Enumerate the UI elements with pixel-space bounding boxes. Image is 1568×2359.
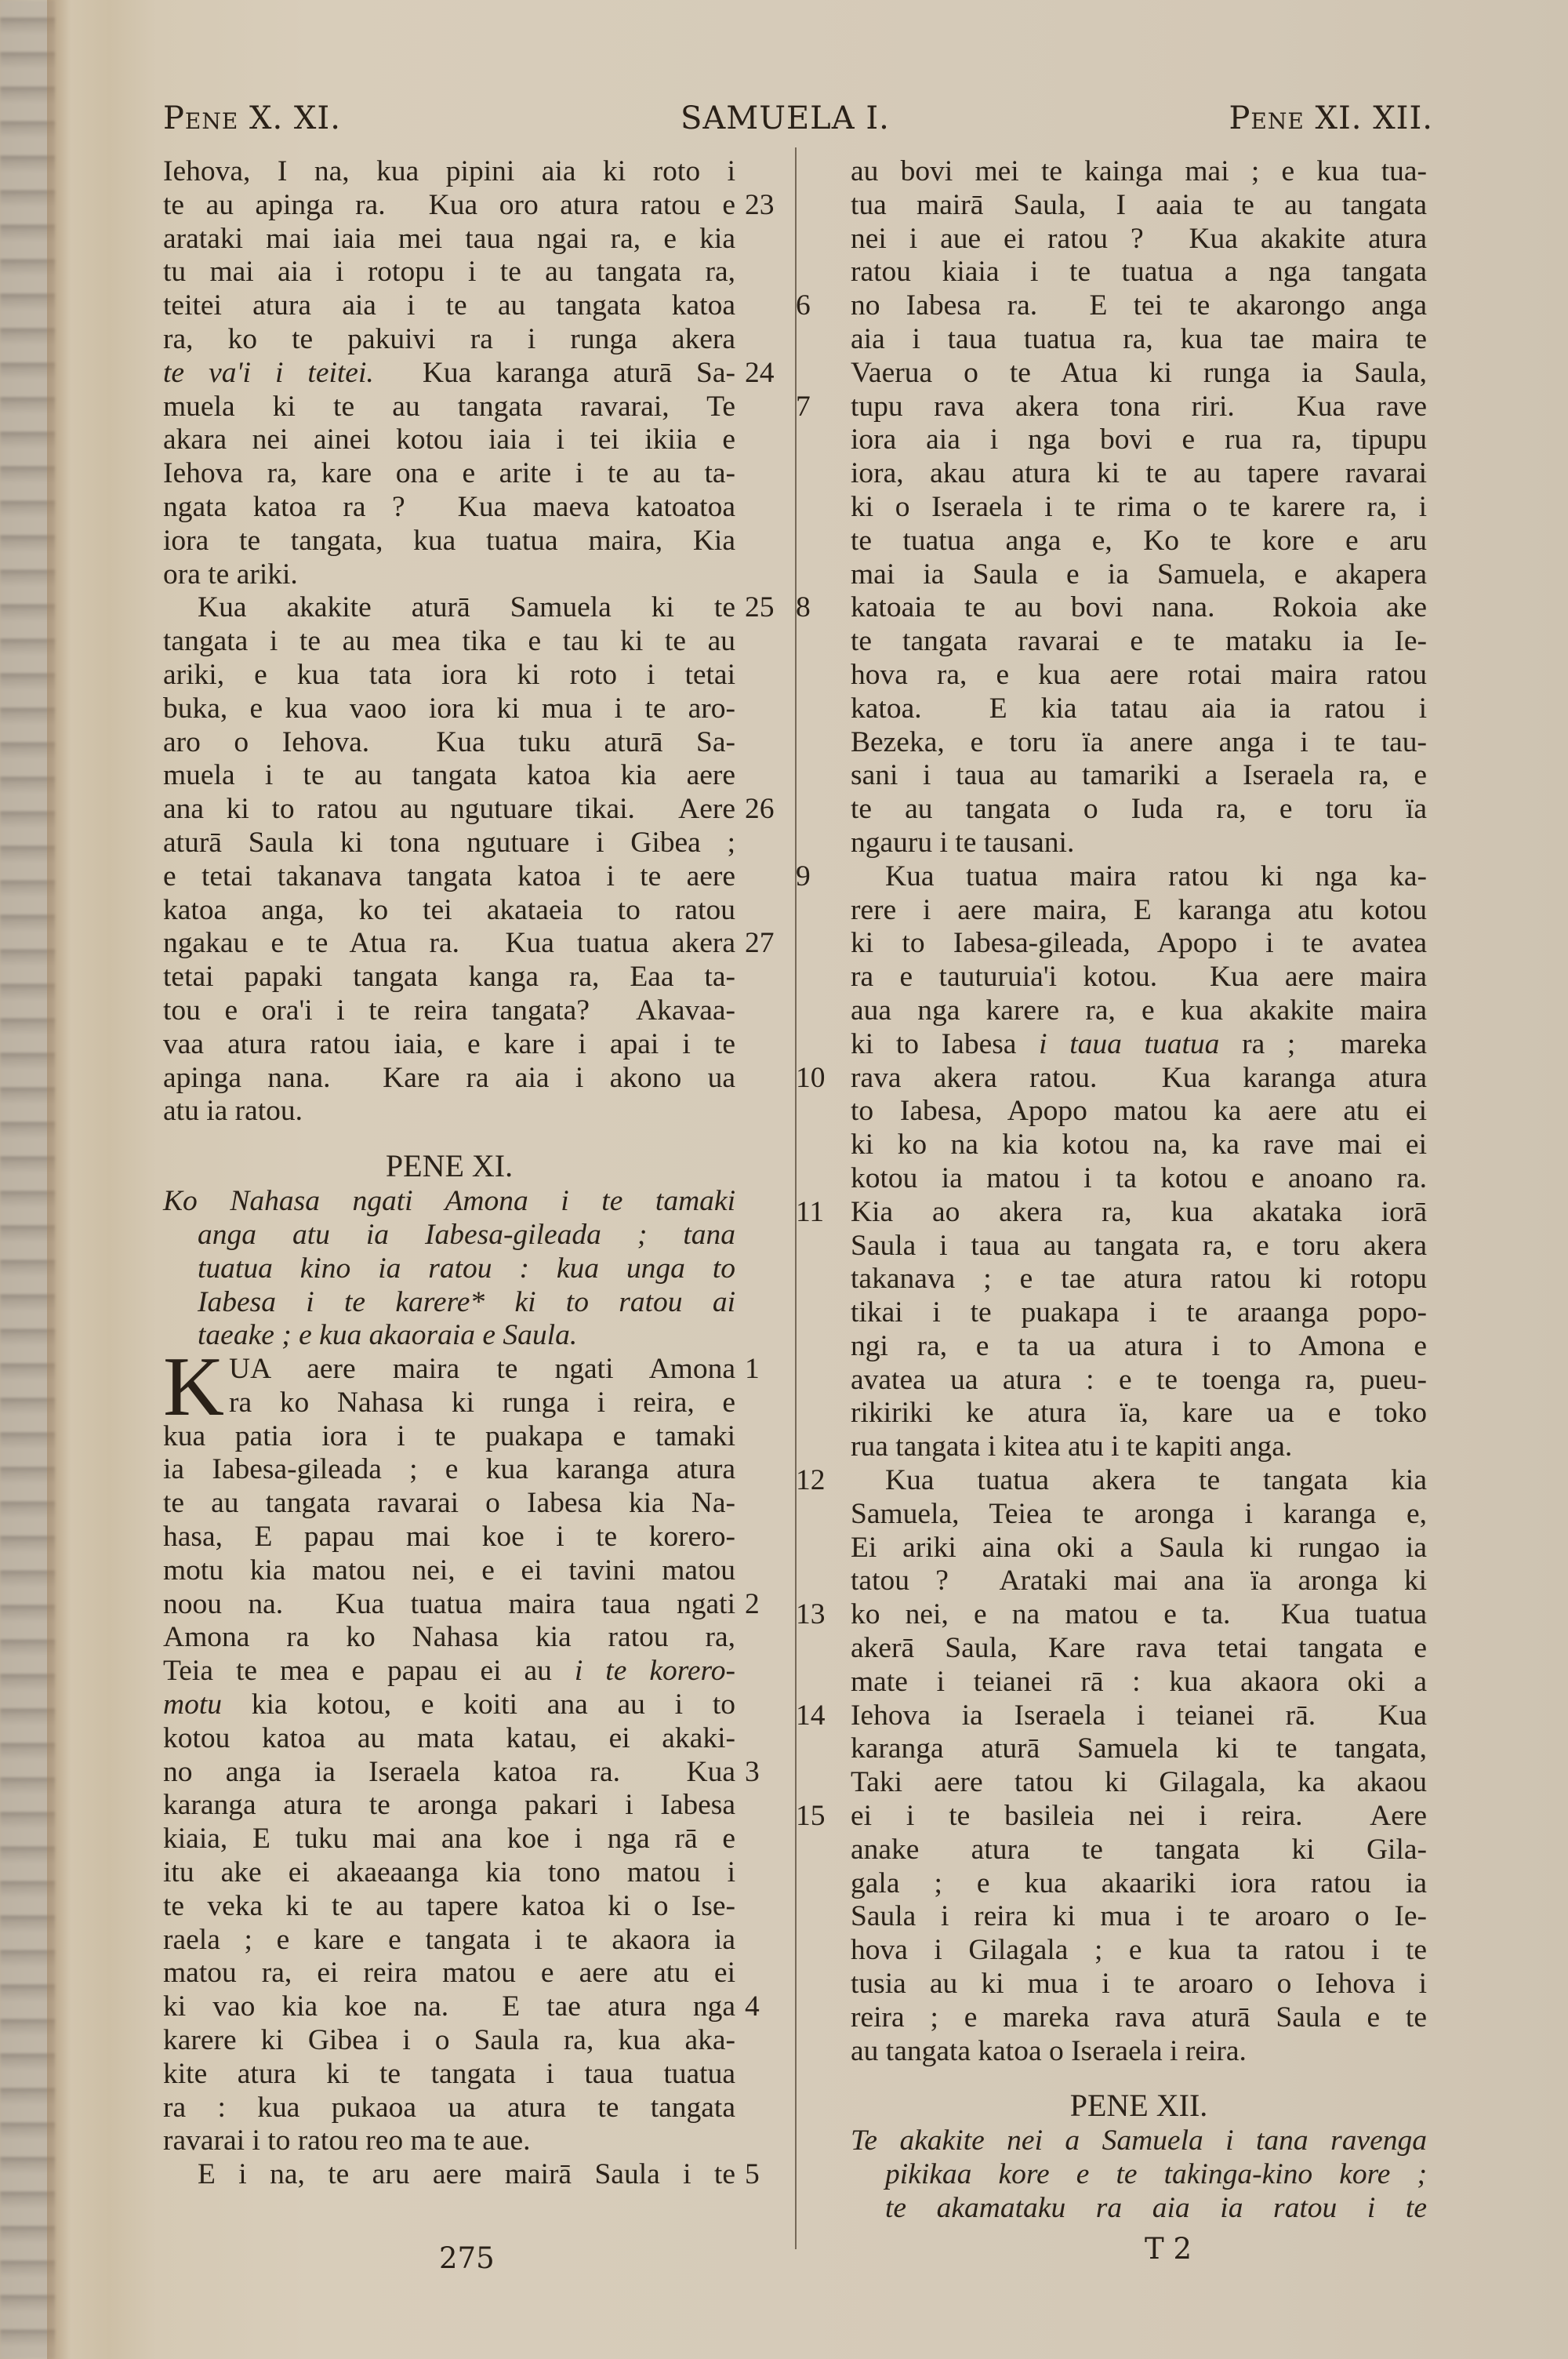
verse-number: 23	[745, 188, 775, 221]
left-column	[163, 155, 775, 2192]
line-text: te au apinga ra. Kua oro atura ratou e	[163, 188, 735, 221]
line-text: te au tangata ravarai o Iabesa kia Na-	[163, 1487, 735, 1520]
text-line	[796, 1800, 1427, 1834]
line-text: ngauru i te tausani.	[851, 826, 1075, 859]
text-line	[851, 1364, 1427, 1398]
line-text: aro o Iehova. Kua tuku aturā Sa-	[163, 725, 735, 758]
line-text: mai ia Saula e ia Samuela, e akapera	[851, 558, 1427, 591]
text-line	[163, 223, 735, 256]
chapter-10-verses	[163, 155, 775, 1129]
line-text: hasa, E papau mai koe i te korero-	[163, 1521, 735, 1554]
chapter-heading-12: PENE XII.	[1069, 2088, 1208, 2124]
text-line	[163, 2024, 735, 2058]
line-text: UA aere maira te ngati Amona	[229, 1353, 735, 1386]
text-line	[163, 289, 735, 323]
text-line	[163, 2125, 735, 2158]
text-line	[163, 1655, 735, 1688]
text-line	[163, 391, 735, 424]
line-text: Vaerua o te Atua ki runga ia Saula,	[851, 356, 1427, 389]
text-line	[796, 390, 1427, 424]
text-line	[851, 2001, 1427, 2035]
line-text: tetai papaki tangata kanga ra, Eaa ta-	[163, 961, 735, 994]
line-text: aua nga karere ra, e kua akakite maira	[851, 994, 1427, 1027]
chapter-11-opening	[163, 1340, 760, 1434]
chapter-12-summary	[851, 2125, 1427, 2225]
text-line	[851, 1430, 1427, 1464]
text-line	[851, 827, 1427, 860]
line-text: karanga atura te aronga pakari i Iabesa	[163, 1789, 735, 1822]
line-text: rikiriki ke atura ïa, kare ua e toko	[851, 1397, 1427, 1430]
text-line	[851, 1296, 1427, 1330]
right-column	[796, 155, 1427, 2226]
text-line	[163, 525, 735, 558]
signature-mark: T 2	[1145, 2232, 1192, 2266]
text-line	[163, 1554, 735, 1588]
text-line	[851, 994, 1427, 1028]
text-line	[851, 1263, 1427, 1296]
line-text: noou na. Kua tuatua maira taua ngati	[163, 1587, 735, 1620]
verse-number: 12	[796, 1464, 826, 1497]
line-text: rava akera ratou. Kua karanga atura	[851, 1061, 1427, 1094]
line-text: ngata katoa ra ? Kua maeva katoatoa	[163, 490, 735, 523]
line-text: matou ra, ei reira matou e aere atu ei	[163, 1957, 735, 1990]
line-text: rere i aere maira, E karanga atu kotou	[851, 893, 1427, 926]
line-text: Bezeka, e toru ïa anere anga i te tau-	[851, 725, 1427, 758]
verse-number: 27	[745, 927, 775, 960]
line-text: ariki, e kua tata iora ki roto i tetai	[163, 658, 735, 691]
text-line	[851, 1900, 1427, 1934]
line-text: tu mai aia i rotopu i te au tangata ra,	[163, 256, 735, 289]
text-line	[796, 1699, 1427, 1733]
text-line	[851, 189, 1427, 223]
text-line	[851, 1230, 1427, 1263]
verse-number: 4	[745, 1990, 760, 2023]
text-line	[851, 1498, 1427, 1532]
text-line	[851, 1129, 1427, 1162]
line-text: kia kotou, e koiti ana au i to	[222, 1688, 735, 1721]
text-line	[163, 356, 775, 391]
line-text: Ei ariki aina oki a Saula ki rungao ia	[851, 1531, 1427, 1564]
line-text: reira ; e mareka rava aturā Saula e te	[851, 2001, 1427, 2034]
line-text: Kua karanga aturā Sa-	[373, 356, 735, 389]
summary-line: Ko Nahasa ngati Amona i te tamaki	[163, 1185, 735, 1218]
line-text: aturā Saula ki tona ngutuare i Gibea ;	[163, 826, 735, 859]
line-text: ra ; mareka	[1219, 1027, 1427, 1060]
verse-number: 6	[796, 289, 811, 322]
line-text: ngakau e te Atua ra. Kua tuatua akera	[163, 927, 735, 960]
line-text: iora aia i nga bovi e rua ra, tipupu	[851, 423, 1427, 456]
text-line	[851, 558, 1427, 592]
chapter-11-summary	[163, 1185, 735, 1353]
text-line	[851, 759, 1427, 793]
line-text: motu kia matou nei, e ei tavini matou	[163, 1554, 735, 1587]
text-line	[163, 256, 735, 289]
line-text: ki ko na kia kotou na, ka rave mai ei	[851, 1129, 1427, 1161]
text-line	[163, 423, 735, 457]
text-line	[851, 2035, 1427, 2069]
line-text: vaa atura ratou iaia, e kare i apai i te	[163, 1027, 735, 1060]
line-text: hova i Gilagala ; e kua ta ratou i te	[851, 1934, 1427, 1967]
line-text: Saula i reira ki mua i te aroaro o Ie-	[851, 1900, 1427, 1933]
summary-line: anga atu ia Iabesa-gileada ; tana	[198, 1218, 735, 1251]
line-text: teitei atura aia i te au tangata katoa	[163, 289, 735, 322]
text-line	[163, 591, 775, 625]
line-text: Taki aere tatou ki Gilagala, ka akaou	[851, 1766, 1427, 1799]
line-text: ora te ariki.	[163, 558, 298, 591]
line-text: te tangata ravarai e te mataku ia Ie-	[851, 625, 1427, 658]
verse-number: 9	[796, 860, 811, 892]
line-text: buka, e kua vaoo iora ki mua i te aro-	[163, 692, 735, 725]
verse-number: 5	[745, 2158, 760, 2191]
verse-number: 15	[796, 1800, 826, 1833]
italic-text: i taua tuatua	[1039, 1027, 1220, 1060]
line-text: Saula i taua au tangata ra, e toru akera	[851, 1229, 1427, 1262]
text-line	[163, 759, 735, 793]
line-text: e tetai takanava tangata katoa i te aere	[163, 860, 735, 892]
line-text: Iehova ia Iseraela i teianei rā. Kua	[851, 1699, 1427, 1732]
verse-number: 8	[796, 591, 811, 624]
line-text: te au tangata o Iuda ra, e toru ïa	[851, 793, 1427, 826]
line-text: ana ki to ratou au ngutuare tikai. Aere	[163, 793, 735, 826]
text-line	[796, 1195, 1427, 1230]
verse-number: 10	[796, 1061, 826, 1094]
italic-text: motu	[163, 1688, 222, 1721]
line-text: no anga ia Iseraela katoa ra. Kua	[163, 1755, 735, 1788]
text-line	[851, 1532, 1427, 1565]
line-text: ko nei, e na matou e ta. Kua tuatua	[851, 1598, 1427, 1631]
verse-number: 3	[745, 1755, 760, 1788]
line-text: tusia au ki mua i te aroaro o Iehova i	[851, 1968, 1427, 2001]
text-line	[851, 961, 1427, 994]
text-line	[163, 2158, 760, 2192]
text-line	[851, 1834, 1427, 1867]
text-line	[796, 289, 1427, 323]
text-line	[851, 1934, 1427, 1968]
text-line	[163, 2092, 735, 2125]
line-text: kite atura ki te tangata i taua tuatua	[163, 2057, 735, 2090]
line-text: Kua tuatua maira ratou ki nga ka-	[885, 860, 1427, 892]
line-text: ravarai i to ratou reo ma te aue.	[163, 2125, 531, 2157]
line-text: hova ra, e kua aere rotai maira ratou	[851, 658, 1427, 691]
text-line	[163, 659, 735, 692]
text-line	[851, 1565, 1427, 1598]
line-text: arataki mai iaia mei taua ngai ra, e kia	[163, 222, 735, 255]
line-text: ei i te basileia nei i reira. Aere	[851, 1800, 1427, 1833]
line-text: Teia te mea e papau ei au	[163, 1655, 575, 1688]
line-text: tou e ora'i i te reira tangata? Akavaa-	[163, 994, 735, 1027]
text-line	[163, 1789, 735, 1823]
text-line	[163, 1353, 760, 1387]
text-line	[851, 1766, 1427, 1800]
text-line	[851, 1330, 1427, 1364]
text-line	[163, 860, 735, 894]
text-line	[851, 1028, 1427, 1062]
line-text: kotou katoa au mata katau, ei akaki-	[163, 1721, 735, 1754]
line-text: au bovi mei te kainga mai ; e kua tua-	[851, 155, 1427, 187]
line-text: Kua tuatua akera te tangata kia	[885, 1464, 1427, 1497]
line-text: ra e tauturuia'i kotou. Kua aere maira	[851, 961, 1427, 994]
text-line	[163, 155, 735, 189]
verse-number: 13	[796, 1598, 826, 1631]
text-line	[163, 1823, 735, 1856]
drop-cap: K	[163, 1340, 224, 1434]
line-text: tua mairā Saula, I aaia te au tangata	[851, 188, 1427, 221]
text-line	[851, 223, 1427, 256]
text-line	[851, 1162, 1427, 1196]
line-text: tangata i te au mea tika e tau ki te au	[163, 625, 735, 658]
text-line	[851, 457, 1427, 491]
line-text: nei i aue ei ratou ? Kua akakite atura	[851, 222, 1427, 255]
italic-text: i te korero-	[574, 1655, 735, 1688]
summary-line: Te akakite nei a Samuela i tana ravenga	[851, 2125, 1427, 2157]
text-line	[851, 726, 1427, 760]
text-line	[163, 1062, 735, 1096]
line-text: sani i taua au tamariki a Iseraela ra, e	[851, 759, 1427, 792]
text-line	[796, 1598, 1427, 1632]
text-line	[163, 927, 775, 961]
line-text: tatou ? Arataki mai ana ïa aronga ki	[851, 1565, 1427, 1598]
line-text: apinga nana. Kare ra aia i akono ua	[163, 1061, 735, 1094]
verse-number: 7	[796, 390, 811, 423]
italic-text: te va'i i teitei.	[163, 356, 374, 389]
text-line	[851, 323, 1427, 357]
text-line	[851, 491, 1427, 525]
text-line	[163, 323, 735, 357]
running-head-left: Pene X. XI.	[163, 100, 341, 136]
line-text: rua tangata i kitea atu i te kapiti anga.	[851, 1430, 1293, 1463]
text-line	[163, 1095, 735, 1129]
text-line	[163, 1755, 760, 1790]
verse-number: 11	[796, 1195, 825, 1228]
text-line	[851, 256, 1427, 289]
line-text: iora, akau atura ki te au tapere ravarai	[851, 457, 1427, 490]
text-line	[851, 1732, 1427, 1766]
running-head-book-title: SAMUELA I.	[681, 100, 890, 136]
text-line	[851, 155, 1427, 189]
text-line	[163, 1621, 735, 1655]
text-line	[163, 1587, 760, 1622]
line-text: ia Iabesa-gileada ; e kua karanga atura	[163, 1453, 735, 1486]
line-text: Amona ra ko Nahasa kia ratou ra,	[163, 1621, 735, 1654]
chapter-11-verses	[163, 1419, 760, 2192]
text-line	[796, 860, 1427, 894]
summary-line: Iabesa i te karere* ki to ratou ai	[198, 1285, 735, 1318]
text-line	[851, 423, 1427, 457]
text-line	[163, 1924, 735, 1957]
line-text: te veka ki te au tapere katoa ki o Ise-	[163, 1889, 735, 1922]
line-text: muela ki te au tangata ravarai, Te	[163, 390, 735, 423]
line-text: ki o Iseraela i te rima o te karere ra, i	[851, 490, 1427, 523]
text-line	[851, 357, 1427, 391]
text-line	[163, 2058, 735, 2092]
chapter-11-verses-continued	[796, 155, 1427, 2068]
text-line	[851, 793, 1427, 827]
line-text: kua patia iora i te puakapa e tamaki	[163, 1419, 735, 1452]
line-text: anake atura te tangata ki Gila-	[851, 1833, 1427, 1866]
running-head	[163, 100, 1433, 147]
text-line	[163, 457, 735, 491]
line-text: gala ; e kua akaariki iora ratou ia	[851, 1866, 1427, 1899]
line-text: karere ki Gibea i o Saula ra, kua aka-	[163, 2024, 735, 2057]
line-text: itu ake ei akaeaanga kia tono matou i	[163, 1856, 735, 1889]
summary-line: te akamataku ra aia ia ratou i te	[885, 2192, 1427, 2225]
verse-number: 26	[745, 793, 775, 826]
text-line	[851, 1968, 1427, 2001]
line-text: E i na, te aru aere mairā Saula i te	[198, 2158, 735, 2191]
line-text: aia i taua tuatua ra, kua tae maira te	[851, 322, 1427, 355]
line-text: ra : kua pukaoa ua atura te tangata	[163, 2091, 735, 2124]
line-text: no Iabesa ra. E tei te akarongo anga	[851, 289, 1427, 322]
line-text: ki to Iabesa-gileada, Apopo i te avatea	[851, 927, 1427, 960]
line-text: kotou ia matou i ta kotou e anoano ra.	[851, 1161, 1427, 1194]
text-line	[163, 1387, 735, 1420]
text-line	[851, 927, 1427, 961]
verse-number: 14	[796, 1699, 826, 1732]
line-text: Samuela, Teiea te aronga i karanga e,	[851, 1497, 1427, 1530]
line-text: takanava ; e tae atura ratou ki rotopu	[851, 1263, 1427, 1296]
text-line	[163, 558, 735, 592]
verse-number: 1	[745, 1353, 760, 1386]
line-text: to Iabesa, Apopo matou ka aere atu ei	[851, 1095, 1427, 1128]
text-line	[163, 1957, 735, 1990]
line-text: Iehova, I na, kua pipini aia ki roto i	[163, 155, 735, 187]
text-line	[851, 1867, 1427, 1901]
line-text: Iehova ra, kare ona e arite i te au ta-	[163, 457, 735, 490]
text-line	[851, 692, 1427, 726]
line-text: ra, ko te pakuivi ra i runga akera	[163, 322, 735, 355]
text-line	[163, 994, 735, 1028]
text-line	[851, 1095, 1427, 1129]
text-line	[851, 625, 1427, 659]
text-line	[796, 1061, 1427, 1096]
text-line	[163, 1722, 735, 1756]
line-text: karanga aturā Samuela ki te tangata,	[851, 1732, 1427, 1765]
chapter-heading-11: PENE XI.	[385, 1148, 514, 1184]
text-line	[163, 1890, 735, 1924]
text-line	[163, 1521, 735, 1554]
line-text: katoa anga, ko tei akataeia to ratou	[163, 893, 735, 926]
page-number: 275	[439, 2241, 495, 2275]
line-text: katoaia te au bovi nana. Rokoia ake	[851, 591, 1427, 624]
text-line	[163, 894, 735, 928]
line-text: te tuatua anga e, Ko te kore e aru	[851, 524, 1427, 557]
line-text: akerā Saula, Kare rava tetai tangata e	[851, 1632, 1427, 1665]
text-line	[163, 1487, 735, 1521]
line-text: katoa. E kia tatau aia ia ratou i	[851, 692, 1427, 725]
line-text: tikai i te puakapa i te araanga popo-	[851, 1296, 1427, 1329]
line-text: ratou kiaia i te tuatua a nga tangata	[851, 256, 1427, 289]
text-line	[163, 188, 775, 223]
line-text: iora te tangata, kua tuatua maira, Kia	[163, 524, 735, 557]
text-line	[851, 894, 1427, 928]
line-text: muela i te au tangata katoa kia aere	[163, 759, 735, 792]
verse-number: 25	[745, 591, 775, 624]
text-line	[851, 659, 1427, 692]
line-text: raela ; e kare e tangata i te akaora ia	[163, 1923, 735, 1956]
text-line	[163, 726, 735, 760]
line-text: ra ko Nahasa ki runga i reira, e	[229, 1386, 735, 1419]
text-line	[851, 1632, 1427, 1666]
line-text: akara nei ainei kotou iaia i tei ikiia e	[163, 423, 735, 456]
summary-line: tuatua kino ia ratou : kua unga to	[198, 1252, 735, 1285]
summary-line: pikikaa kore e te takinga-kino kore ;	[885, 2158, 1427, 2191]
line-text: au tangata katoa o Iseraela i reira.	[851, 2034, 1247, 2067]
summary-line: taeake ; e kua akaoraia e Saula.	[198, 1319, 578, 1352]
text-line	[163, 1990, 760, 2024]
text-line	[163, 827, 735, 860]
line-text: avatea ua atura : e te toenga ra, pueu-	[851, 1363, 1427, 1396]
gutter-shadow	[47, 0, 71, 2359]
text-line	[851, 1397, 1427, 1430]
text-line	[163, 793, 775, 827]
text-line	[163, 491, 735, 525]
line-text: ki to Iabesa	[851, 1027, 1040, 1060]
line-text: kiaia, E tuku mai ana koe i nga rā e	[163, 1823, 735, 1856]
text-line	[796, 1464, 1427, 1498]
text-line	[163, 1856, 735, 1890]
text-line	[796, 591, 1427, 625]
text-line	[163, 692, 735, 726]
text-line	[163, 1453, 735, 1487]
text-line	[851, 525, 1427, 558]
line-text: mate i teianei rā : kua akaora oki a	[851, 1665, 1427, 1698]
text-line	[163, 1688, 735, 1722]
line-text: ngi ra, e ta ua atura i to Amona e	[851, 1329, 1427, 1362]
verse-number: 24	[745, 356, 775, 389]
line-text: atu ia ratou.	[163, 1095, 303, 1128]
running-head-right: Pene XI. XII.	[1229, 100, 1433, 136]
text-line	[163, 1420, 735, 1454]
text-line	[163, 1028, 735, 1062]
text-line	[163, 961, 735, 994]
text-line	[163, 625, 735, 659]
line-text: ki vao kia koe na. E tae atura nga	[163, 1990, 735, 2023]
text-line	[851, 1666, 1427, 1699]
line-text: Kua akakite aturā Samuela ki te	[198, 591, 735, 624]
line-text: tupu rava akera tona riri. Kua rave	[851, 390, 1427, 423]
verse-number: 2	[745, 1587, 760, 1620]
line-text: Kia ao akera ra, kua akataka iorā	[851, 1195, 1427, 1228]
